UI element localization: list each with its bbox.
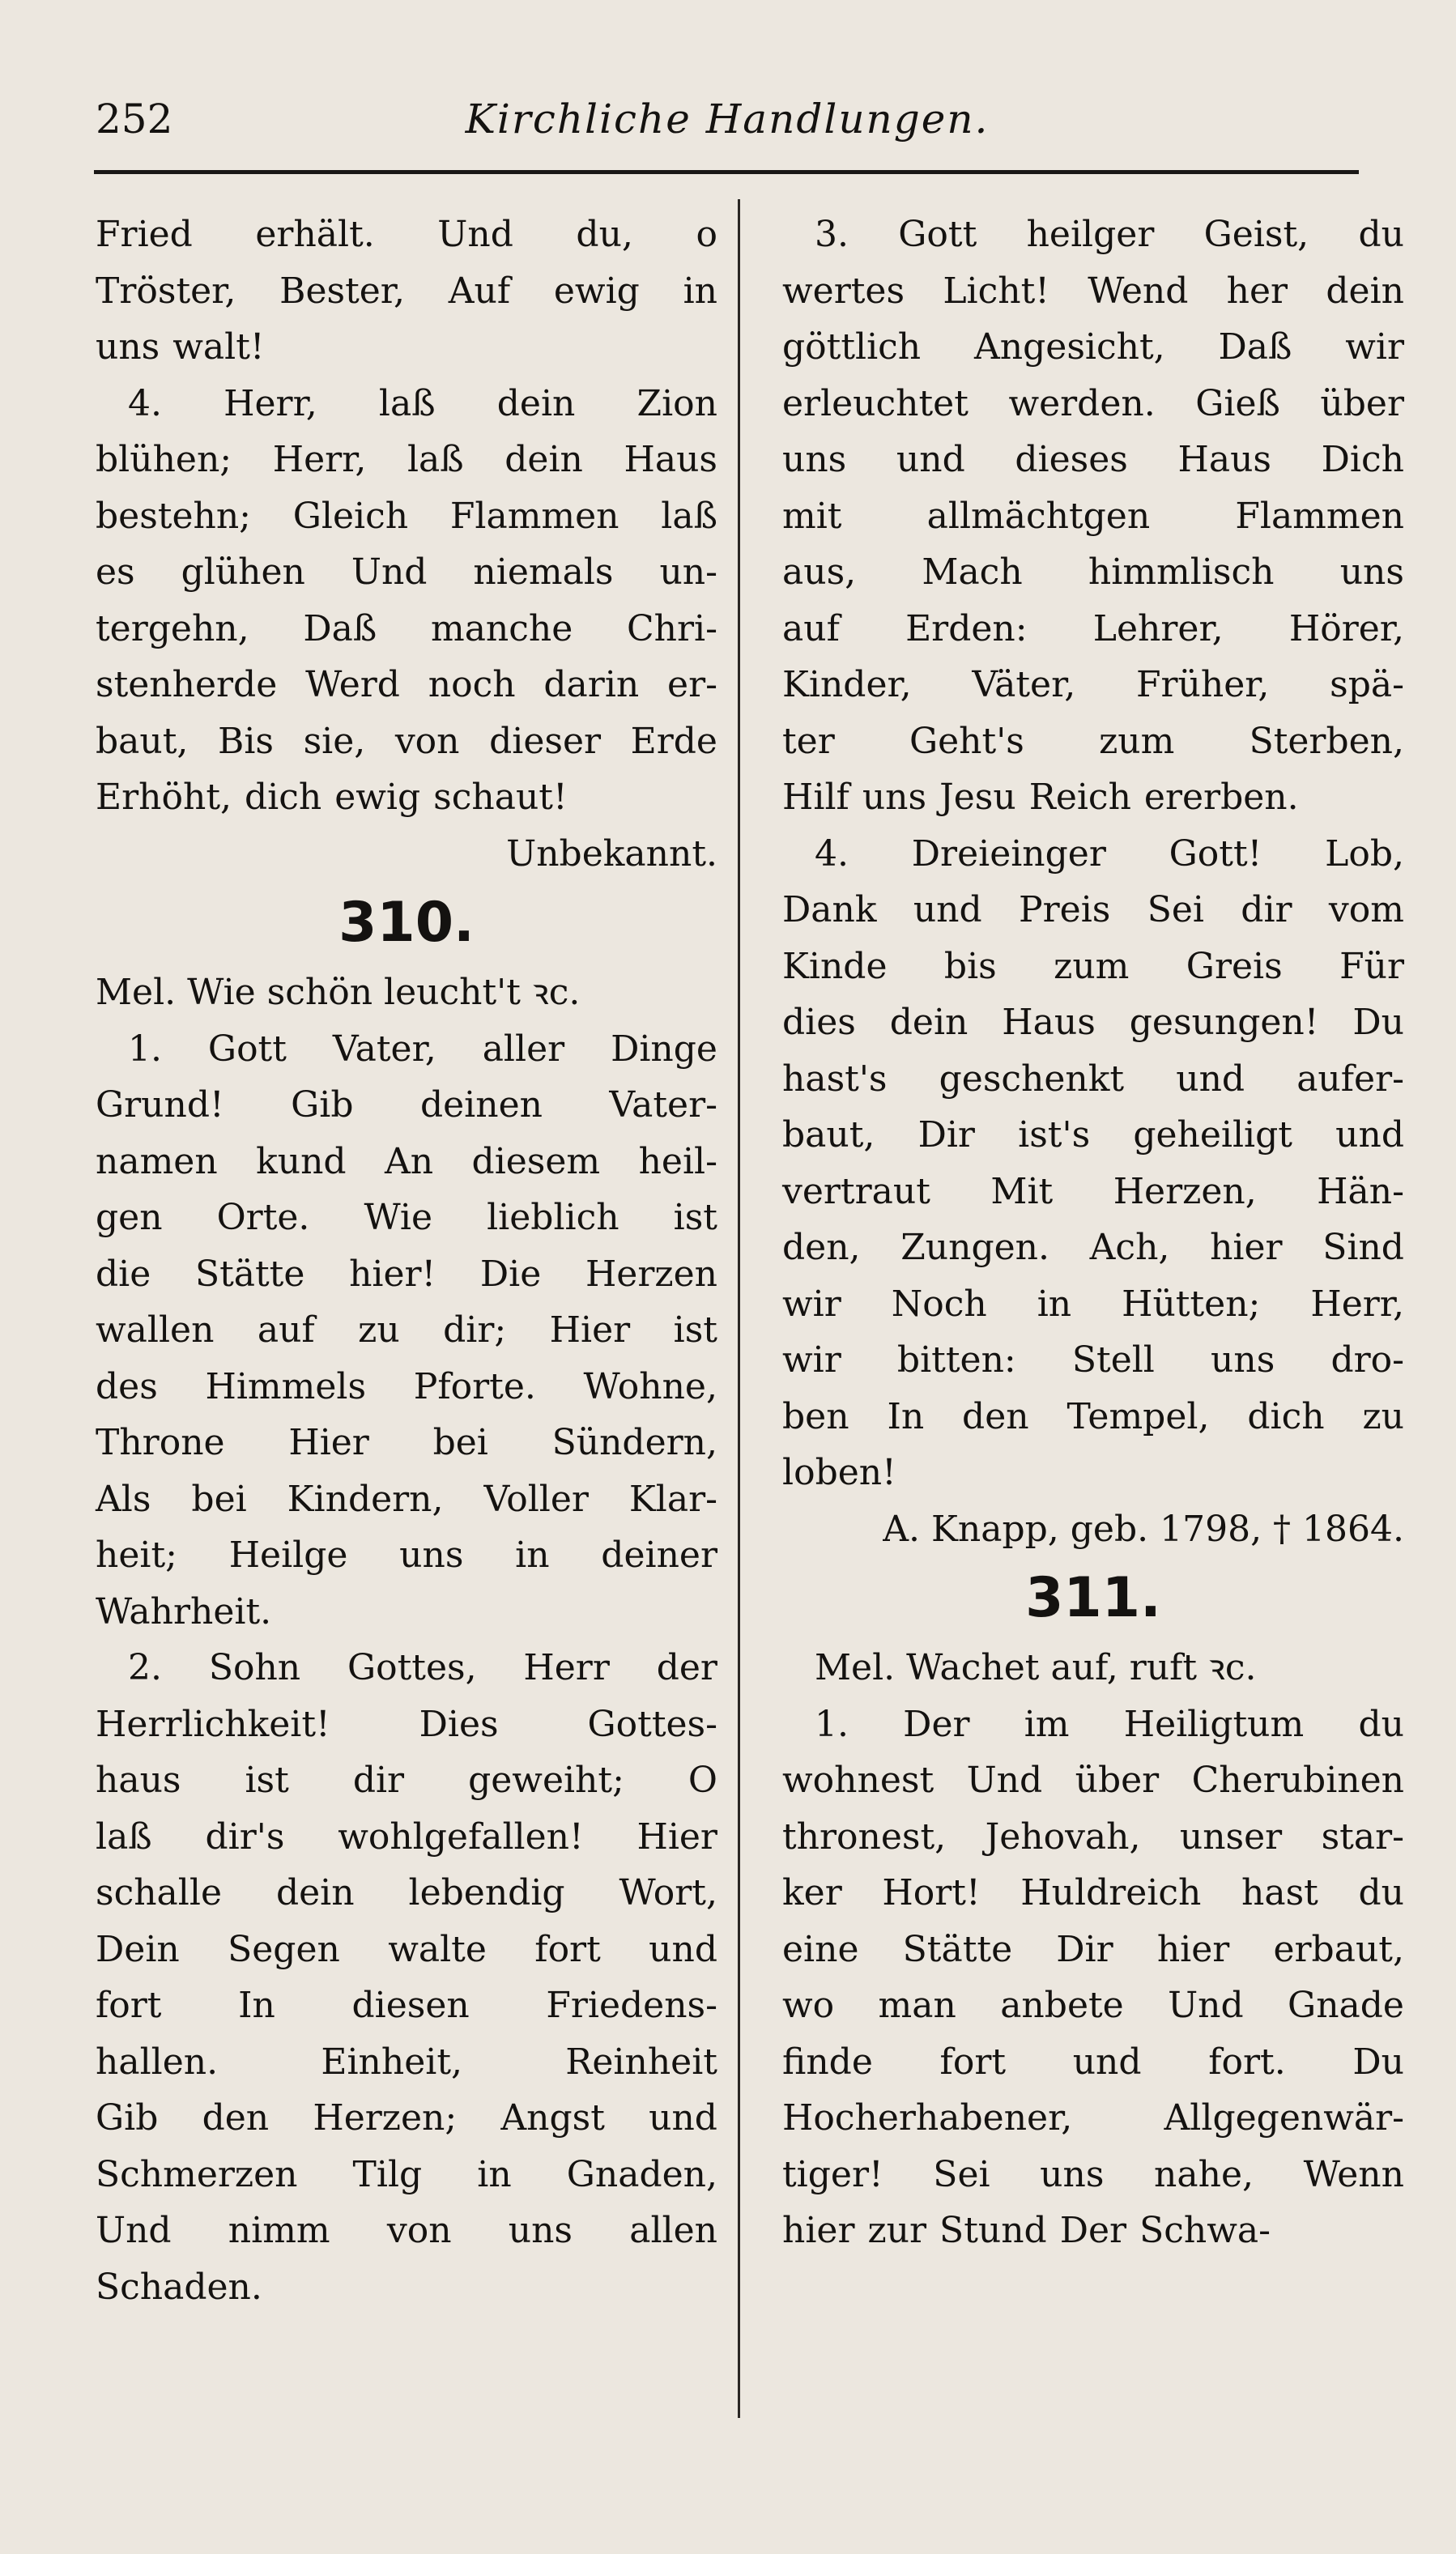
verse-line: 2. Sohn Gottes, Herr der xyxy=(128,1647,717,1688)
melody-311: Mel. Wachet auf, ruft ꝛc. xyxy=(815,1647,1257,1688)
verse-line: des Himmels Pforte. Wohne, xyxy=(96,1365,717,1407)
column-divider xyxy=(738,199,740,2418)
verse-line: dies dein Haus gesungen! Du xyxy=(782,1002,1404,1043)
verse-line: den, Zungen. Ach, hier Sind xyxy=(782,1227,1404,1268)
verse-line: wir Noch in Hütten; Herr, xyxy=(782,1283,1404,1325)
verse-line: Grund! Gib deinen Vater- xyxy=(96,1084,717,1126)
verse-line: uns und dieses Haus Dich xyxy=(782,439,1404,480)
verse-line: laß dir's wohlgefallen! Hier xyxy=(96,1815,717,1858)
verse-line: loben! xyxy=(782,1452,896,1493)
verse-line: baut, Dir ist's geheiligt und xyxy=(782,1114,1404,1156)
left-column xyxy=(96,206,717,2315)
verse-line: 4. Herr, laß dein Zion xyxy=(128,382,717,424)
header-rule xyxy=(94,170,1359,174)
right-column xyxy=(782,206,1404,2259)
verse-line: Tröster, Bester, Auf ewig in xyxy=(96,270,717,312)
verse-line: heit; Heilge uns in deiner xyxy=(96,1535,717,1576)
verse-line: Und nimm von uns allen xyxy=(96,2210,717,2251)
verse-line: Gib den Herzen; Angst und xyxy=(96,2097,717,2139)
verse-line: wallen auf zu dir; Hier ist xyxy=(96,1309,717,1351)
verse-line: erleuchtet werden. Gieß über xyxy=(782,382,1404,424)
page-number: 252 xyxy=(96,96,173,143)
verse-line: finde fort und fort. Du xyxy=(782,2041,1404,2083)
verse-line: gen Orte. Wie lieblich ist xyxy=(96,1197,717,1238)
running-head xyxy=(96,96,1359,152)
verse-line: eine Stätte Dir hier erbaut, xyxy=(782,1928,1404,1970)
hymn-number-310: 310. xyxy=(338,891,475,955)
verse-line: blühen; Herr, laß dein Haus xyxy=(96,439,717,480)
hymn-number-311: 311. xyxy=(1025,1566,1161,1630)
attribution-310: A. Knapp, geb. 1798, † 1864. xyxy=(883,1508,1404,1550)
verse-line: uns walt! xyxy=(96,326,265,368)
verse-line: Herrlichkeit! Dies Gottes- xyxy=(96,1703,717,1745)
verse-line: wohnest Und über Cherubinen xyxy=(782,1760,1404,1801)
verse-line: mit allmächtgen Flammen xyxy=(782,495,1404,537)
verse-line: bestehn; Gleich Flammen laß xyxy=(96,495,717,537)
verse-line: vertraut Mit Herzen, Hän- xyxy=(782,1170,1404,1212)
verse-line: haus ist dir geweiht; O xyxy=(96,1760,717,1801)
running-title: Kirchliche Handlungen. xyxy=(465,96,990,143)
verse-line: namen kund An diesem heil- xyxy=(96,1140,717,1182)
verse-310-4 xyxy=(782,826,1404,1501)
verse-line: fort In diesen Friedens- xyxy=(96,1985,717,2026)
verse-line: Schaden. xyxy=(96,2266,262,2308)
verse-line: auf Erden: Lehrer, Hörer, xyxy=(782,607,1404,649)
verse-309-3-continuation xyxy=(96,206,717,376)
verse-line: Schmerzen Tilg in Gnaden, xyxy=(96,2153,717,2195)
verse-line: ker Hort! Huldreich hast du xyxy=(782,1872,1404,1913)
verse-line: baut, Bis sie, von dieser Erde xyxy=(96,720,717,762)
verse-310-1 xyxy=(96,1021,717,1641)
verse-line: aus, Mach himmlisch uns xyxy=(782,551,1404,593)
verse-line: 1. Der im Heiligtum du xyxy=(815,1703,1404,1745)
verse-line: 3. Gott heilger Geist, du xyxy=(815,214,1404,255)
verse-line: göttlich Angesicht, Daß wir xyxy=(782,326,1404,368)
verse-line: ben In den Tempel, dich zu xyxy=(782,1395,1404,1437)
melody-310: Mel. Wie schön leucht't ꝛc. xyxy=(96,972,581,1013)
verse-line: schalle dein lebendig Wort, xyxy=(96,1872,717,1913)
verse-line: wo man anbete Und Gnade xyxy=(782,1985,1404,2026)
verse-311-1 xyxy=(782,1696,1404,2259)
verse-line: wertes Licht! Wend her dein xyxy=(782,270,1404,312)
verse-line: ter Geht's zum Sterben, xyxy=(782,720,1404,762)
verse-line: hast's geschenkt und aufer- xyxy=(782,1058,1404,1100)
verse-line: Hocherhabener, Allgegenwär- xyxy=(782,2097,1404,2139)
verse-line: Dein Segen walte fort und xyxy=(96,1928,717,1970)
verse-line: Fried erhält. Und du, o xyxy=(96,214,717,255)
verse-line: Kinder, Väter, Früher, spä- xyxy=(782,664,1404,705)
verse-line: Erhöht, dich ewig schaut! xyxy=(96,777,568,818)
verse-310-3 xyxy=(782,206,1404,826)
verse-line: tiger! Sei uns nahe, Wenn xyxy=(782,2153,1404,2195)
verse-line: hallen. Einheit, Reinheit xyxy=(96,2041,717,2083)
verse-line: Als bei Kindern, Voller Klar- xyxy=(96,1478,717,1520)
verse-line: 1. Gott Vater, aller Dinge xyxy=(128,1028,717,1070)
verse-line: wir bitten: Stell uns dro- xyxy=(782,1339,1404,1381)
verse-line: tergehn, Daß manche Chri- xyxy=(96,607,717,649)
verse-line: 4. Dreieinger Gott! Lob, xyxy=(815,832,1404,875)
verse-line: hier zur Stund Der Schwa- xyxy=(782,2210,1271,2251)
verse-line: Hilf uns Jesu Reich ererben. xyxy=(782,777,1299,818)
verse-line: thronest, Jehovah, unser star- xyxy=(782,1815,1404,1858)
verse-310-2 xyxy=(96,1640,717,2315)
verse-line: Wahrheit. xyxy=(96,1590,272,1632)
attribution-309: Unbekannt. xyxy=(506,832,717,875)
verse-line: die Stätte hier! Die Herzen xyxy=(96,1253,717,1295)
verse-line: stenherde Werd noch darin er- xyxy=(96,664,717,705)
verse-309-4 xyxy=(96,376,717,826)
verse-line: Dank und Preis Sei dir vom xyxy=(782,889,1404,930)
verse-line: es glühen Und niemals un- xyxy=(96,551,717,593)
verse-line: Throne Hier bei Sündern, xyxy=(96,1422,717,1463)
verse-line: Kinde bis zum Greis Für xyxy=(782,945,1404,987)
